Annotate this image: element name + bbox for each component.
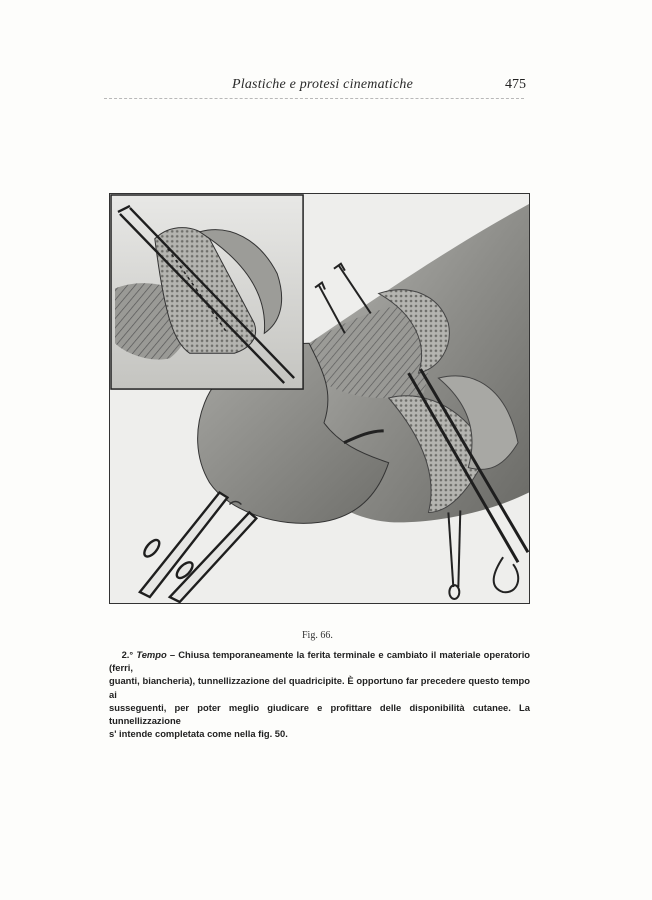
- page-number: 475: [505, 77, 526, 92]
- paragraph-line-4: s' intende completata come nella fig. 50.: [109, 728, 288, 740]
- running-title: Plastiche e protesi cinematiche: [232, 77, 414, 92]
- inset-panel: [111, 195, 303, 389]
- surgical-illustration: [109, 193, 530, 604]
- line-1-text: – Chiusa temporaneamente la ferita terminale e cambiato il materiale operatorio (ferri,: [109, 649, 531, 674]
- paragraph-line-2: guanti, biancheria), tunnellizzazione del quadricipite. È opportuno far precedere questo tempo ai: [109, 675, 530, 700]
- step-label: Tempo: [136, 649, 167, 660]
- figure-caption: Fig. 66.: [302, 630, 333, 641]
- illustration-drawing: [110, 194, 529, 603]
- paragraph-line-1: [109, 648, 530, 674]
- step-number: 2.°: [121, 649, 134, 660]
- paragraph: [109, 648, 530, 740]
- paragraph-line-3: susseguenti, per poter meglio giudicare e profittare delle disponibilità cutanee. La tunnellizzazione: [109, 701, 530, 727]
- header-rule: [104, 98, 524, 99]
